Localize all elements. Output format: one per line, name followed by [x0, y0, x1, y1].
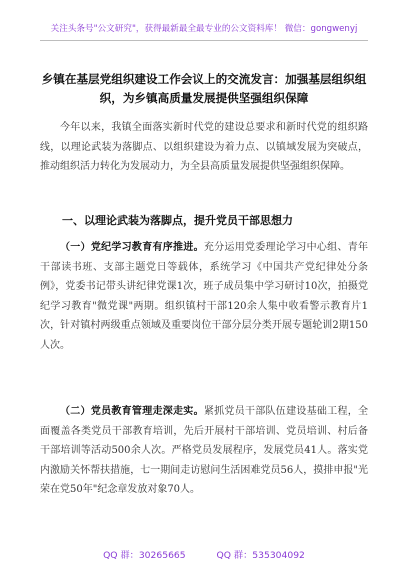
subsection-1-paragraph [40, 238, 368, 355]
subsection-2-label: （二）党员教育管理走深走实。 [60, 406, 204, 417]
header-promo-note: 关注头条号"公文研究"，获得最新最全最专业的公文资料库！ 微信：gongwenyj [50, 24, 358, 34]
subsection-1-text: 充分运用党委理论学习中心组、青年干部读书班、支部主题党日等载体，系统学习《中国共产党纪律处分条例》，党委书记带头讲纪律党课1次，班子成员集中学习研讨10次，拍摄党纪学习教育"微党课"两期。组织镇村干部120余人集中收看警示教育片1次，针对镇村两级重点领域及重要岗位干部分层分类开展专题轮训2期150人次。 [40, 242, 369, 351]
intro-paragraph: 今年以来，我镇全面落实新时代党的建设总要求和新时代党的组织路线，以理论武装为落脚点、以组织建设为着力点、以镇域发展为突破点，推动组织活力转化为发展动力，为全县高质量发展提供坚强组织保障。 [40, 122, 368, 172]
subsection-2-text: 紧抓党员干部队伍建设基础工程，全面覆盖各类党员干部教育培训，先后开展村干部培训、党员培训、村后备干部培训等活动500余人次。严格党员发展程序，发展党员41人。落实党内激励关怀帮扶措施，七一期间走访慰问生活困难党员56人，摸排申报"光荣在党50年"纪念章发放对象70人。 [40, 406, 369, 495]
header-divider [40, 40, 368, 41]
footer-qq-group-1: QQ 群：30265665 [103, 550, 186, 561]
footer-qq-group-2: QQ 群：535304092 [216, 550, 305, 561]
document-title: 乡镇在基层党组织建设工作会议上的交流发言：加强基层组织组织，为乡镇高质量发展提供坚强组织保障 [41, 72, 367, 105]
subsection-1-label: （一）党纪学习教育有序推进。 [60, 242, 204, 253]
section-heading-1: 一、以理论武装为落脚点，提升党员干部思想力 [62, 214, 293, 227]
subsection-2-paragraph [40, 402, 368, 500]
footer-contacts [0, 547, 408, 561]
